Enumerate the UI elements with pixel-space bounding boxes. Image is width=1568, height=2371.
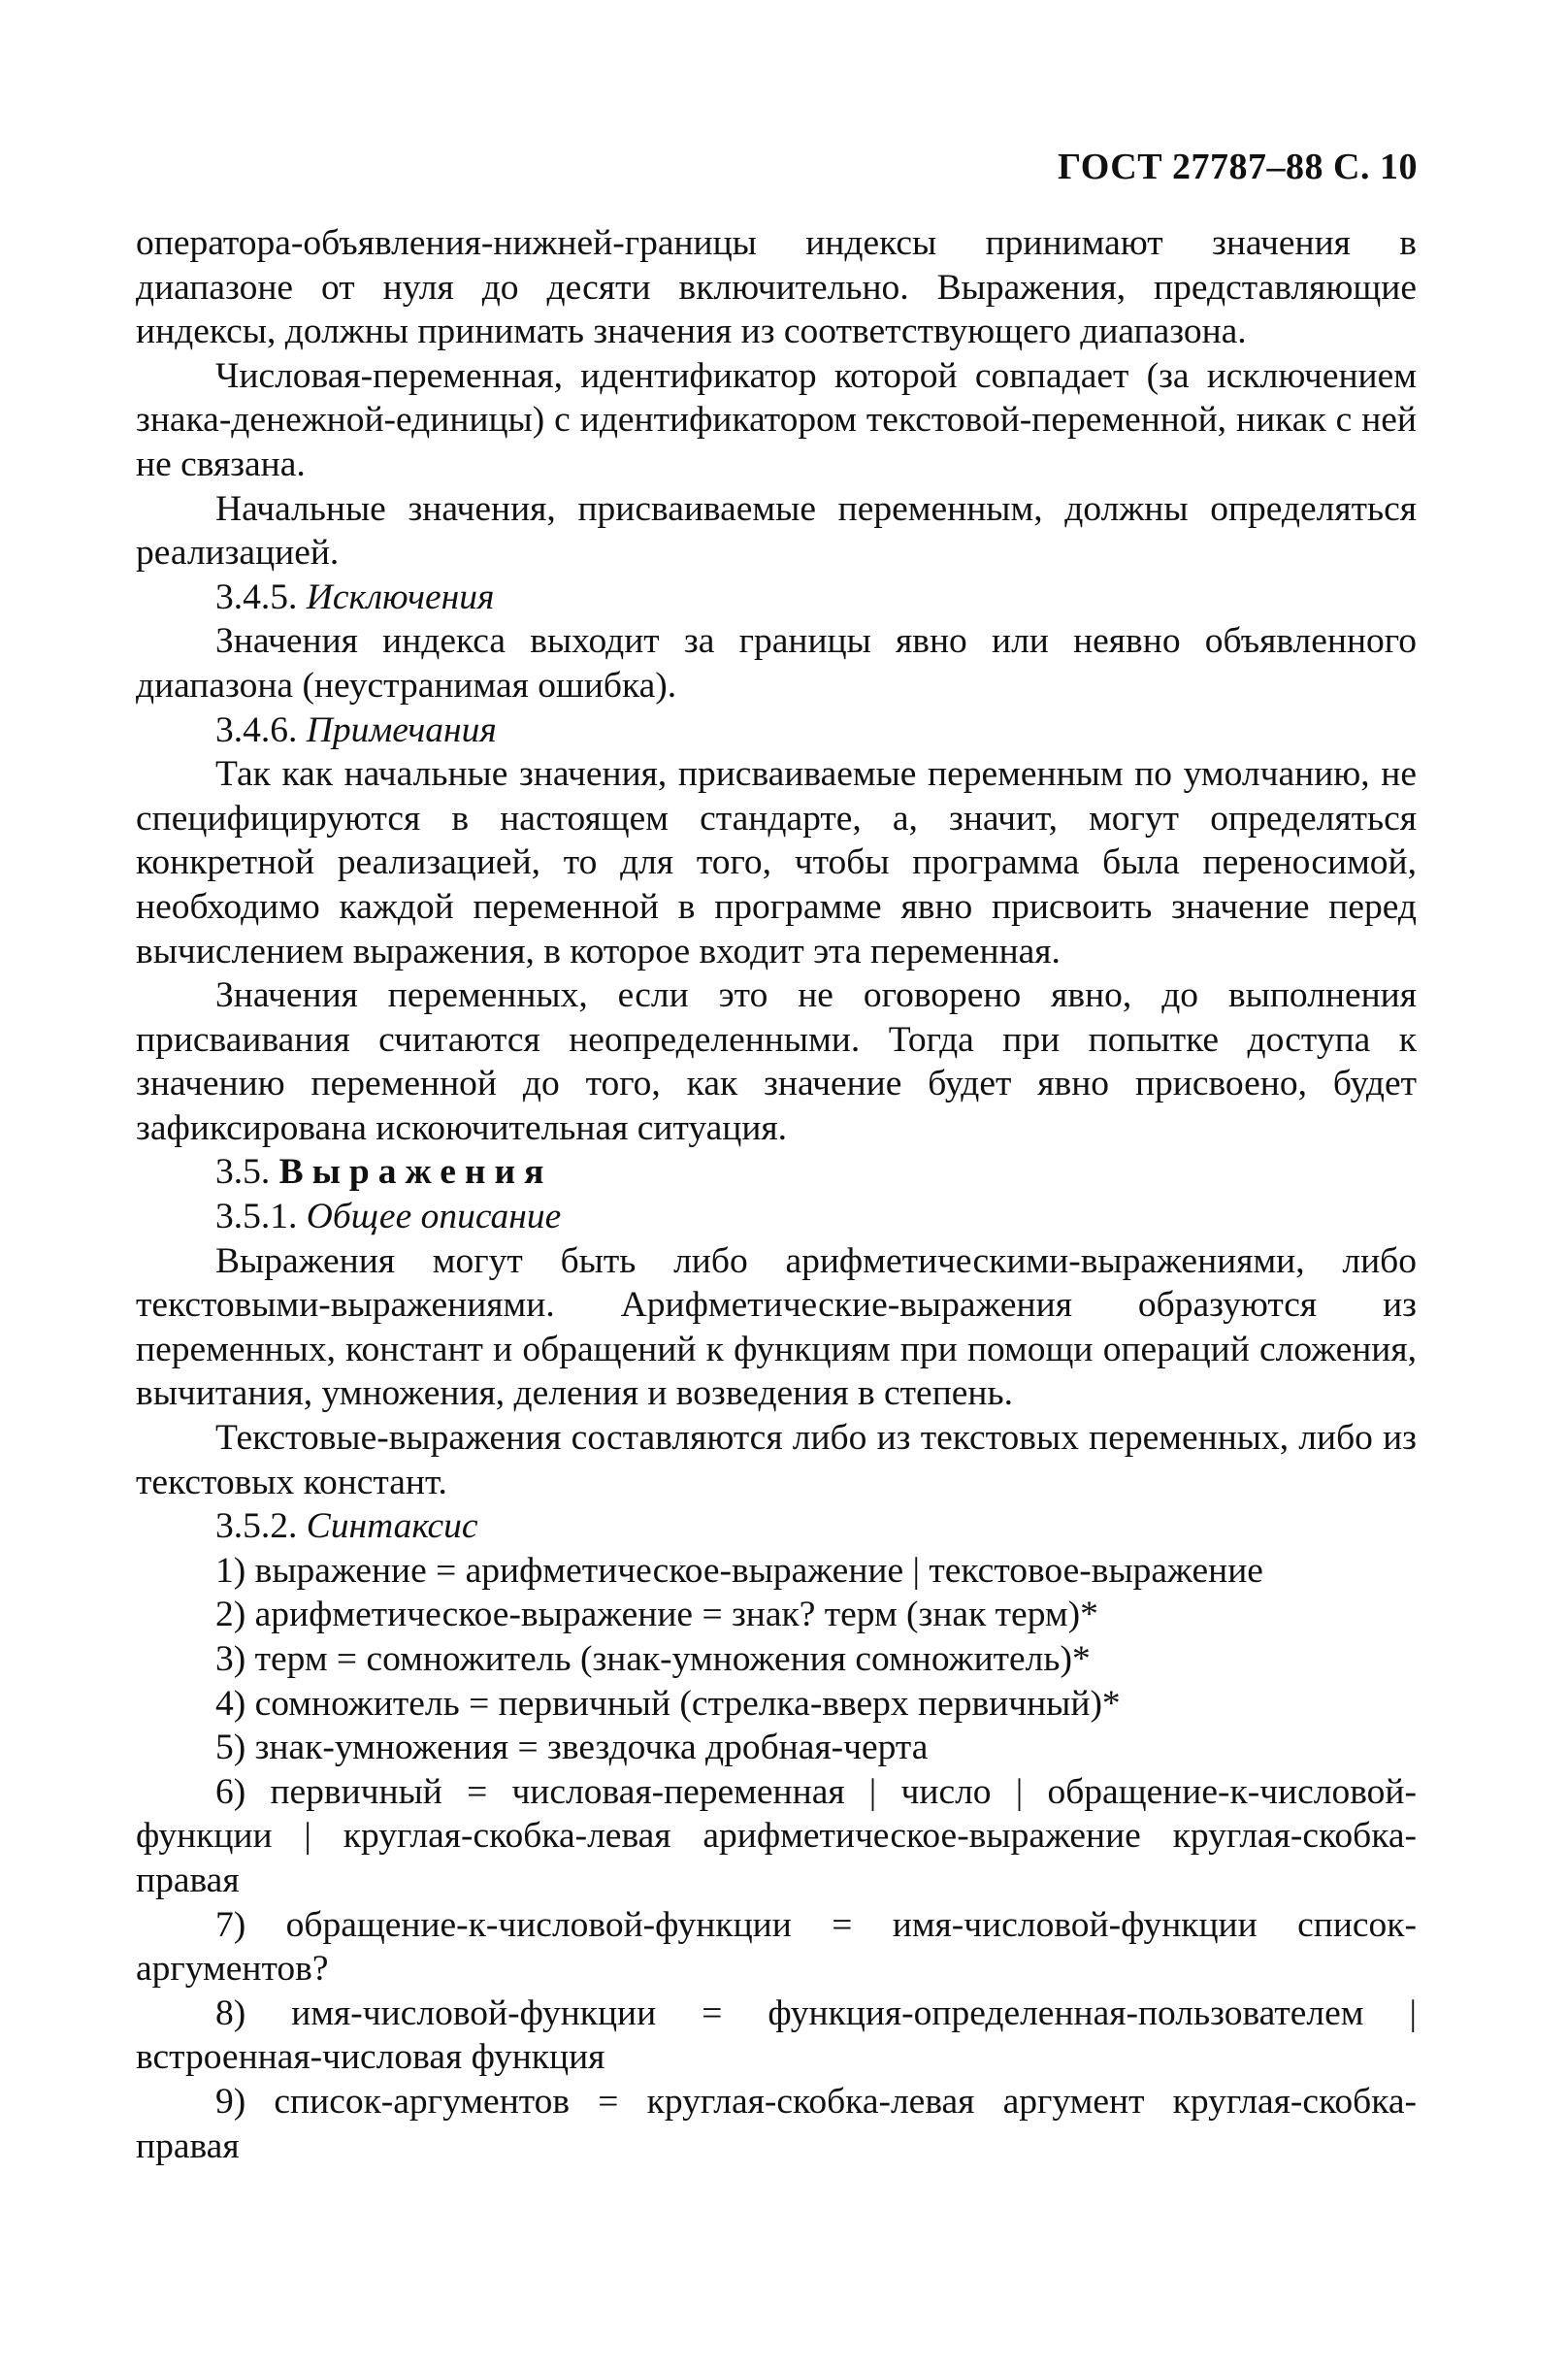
paragraph: Числовая-переменная, идентификатор которой совпадает (за исключением знака-денежной-единицы) с идентификатором текстовой-переменной, никак с ней не связана.	[136, 355, 1417, 484]
section-title: Примечания	[306, 709, 497, 750]
section-title: Общее описание	[306, 1197, 562, 1237]
syntax-rule: 2) арифметическое-выражение = знак? терм (знак терм)*	[215, 1595, 1098, 1635]
body-text	[136, 221, 1417, 2168]
section-heading-3-5	[136, 1150, 1417, 1195]
section-title: Синтаксис	[306, 1506, 478, 1547]
section-title: Исключения	[306, 576, 495, 617]
section-number: 3.4.5.	[215, 576, 298, 617]
syntax-rule: 1) выражение = арифметическое-выражение | текстовое-выражение	[215, 1550, 1263, 1591]
section-number: 3.5.	[215, 1152, 271, 1193]
syntax-rule: 4) сомножитель = первичный (стрелка-вверх первичный)*	[215, 1683, 1121, 1724]
paragraph-continuation: оператора-объявления-нижней-границы индексы принимают значения в диапазоне от нуля до десяти включительно. Выражения, представляющие индексы, должны принимать значения из соответствующего диапазона.	[136, 223, 1417, 352]
paragraph: Значения индекса выходит за границы явно или неявно объявленного диапазона (неустранимая ошибка).	[136, 621, 1417, 706]
syntax-rule: 7) обращение-к-числовой-функции = имя-числовой-функции список-аргументов?	[136, 1904, 1417, 1990]
paragraph: Выражения могут быть либо арифметическими-выражениями, либо текстовыми-выражениями. Арифметические-выражения образуются из переменных, констант и обращений к функциям при помощи операций сложения, вычитания, умножения, деления и возведения в степень.	[136, 1240, 1417, 1414]
paragraph: Значения переменных, если это не оговорено явно, до выполнения присваивания считаются неопределенными. Тогда при попытке доступа к значению переменной до того, как значение будет явно присвоено, будет зафиксирована искоючительная ситуация.	[136, 975, 1417, 1148]
section-number: 3.5.1.	[215, 1197, 298, 1237]
syntax-rule: 3) терм = сомножитель (знак-умножения сомножитель)*	[215, 1639, 1091, 1679]
section-heading-3-4-5	[136, 576, 1417, 620]
section-heading-3-5-1	[136, 1195, 1417, 1239]
paragraph: Текстовые-выражения составляются либо из текстовых переменных, либо из текстовых констант.	[136, 1418, 1417, 1502]
syntax-rule: 6) первичный = числовая-переменная | число | обращение-к-числовой-функции | круглая-скобка-левая арифметическое-выражение круглая-скобка-правая	[136, 1771, 1417, 1900]
syntax-rule: 9) список-аргументов = круглая-скобка-левая аргумент круглая-скобка-правая	[136, 2081, 1417, 2166]
paragraph: Так как начальные значения, присваиваемые переменным по умолчанию, не специфицируются в настоящем стандарте, а, значит, могут определяться конкретной реализацией, то для того, чтобы программа была переносимой, необходимо каждой переменной в программе явно присвоить значение перед вычислением выражения, в которое входит эта переменная.	[136, 754, 1417, 971]
running-head: ГОСТ 27787–88 С. 10	[1058, 147, 1418, 187]
syntax-rule: 5) знак-умножения = звездочка дробная-черта	[215, 1728, 929, 1768]
section-title: Выражения	[278, 1152, 553, 1193]
section-number: 3.5.2.	[215, 1506, 298, 1547]
syntax-rule: 8) имя-числовой-функции = функция-определенная-пользователем | встроенная-числовая функция	[136, 1992, 1417, 2078]
paragraph: Начальные значения, присваиваемые переменным, должны определяться реализацией.	[136, 488, 1417, 574]
section-heading-3-4-6	[136, 708, 1417, 753]
section-number: 3.4.6.	[215, 709, 298, 750]
section-heading-3-5-2	[136, 1504, 1417, 1549]
